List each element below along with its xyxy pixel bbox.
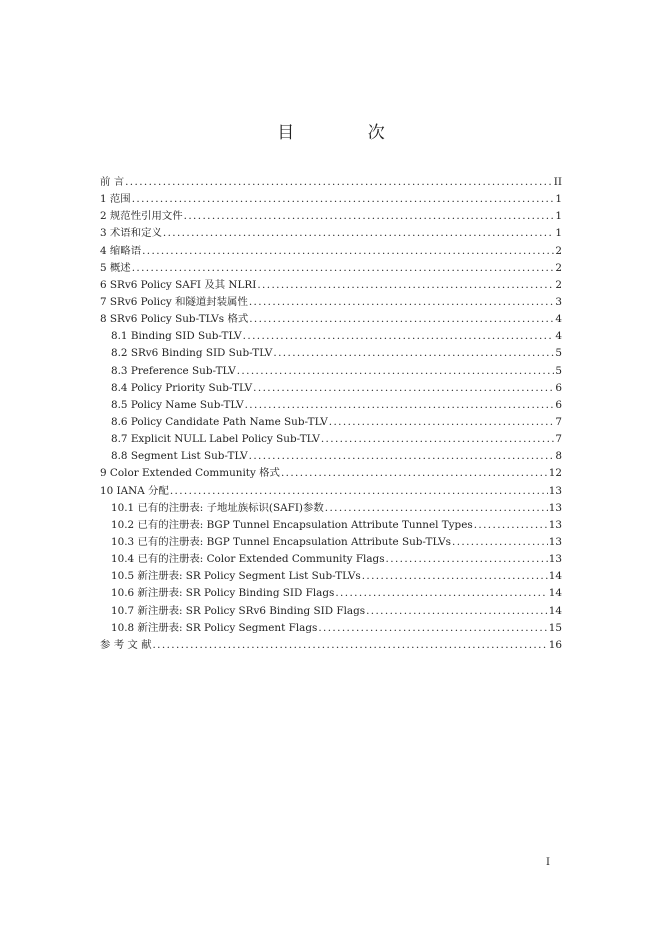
toc-entry[interactable] xyxy=(100,534,562,551)
toc-entry-page: II xyxy=(553,176,562,188)
toc-entry-label: 10.4 已有的注册表: Color Extended Community Flags xyxy=(111,553,385,566)
toc-entry-label: 10.8 新注册表: SR Policy Segment Flags xyxy=(111,621,318,634)
toc-leader-dots xyxy=(243,328,555,345)
toc-leader-dots xyxy=(452,534,548,551)
toc-entry-label: 1 范围 xyxy=(100,193,131,206)
toc-entry-page: 8 xyxy=(555,450,562,463)
toc-entry-page: 13 xyxy=(548,518,562,531)
toc-entry-page: 12 xyxy=(548,467,562,480)
toc-entry[interactable] xyxy=(100,174,562,191)
toc-entry[interactable] xyxy=(100,483,562,500)
toc-entry[interactable] xyxy=(100,294,562,311)
toc-entry-page: 4 xyxy=(555,313,562,326)
toc-leader-dots xyxy=(335,585,547,602)
toc-entry-label: 5 概述 xyxy=(100,261,131,274)
toc-entry[interactable] xyxy=(100,448,562,465)
toc-entry-page: 13 xyxy=(548,535,562,548)
toc-leader-dots xyxy=(249,294,555,311)
toc-entry-page: 4 xyxy=(555,330,562,343)
toc-entry-label: 8.5 Policy Name Sub-TLV xyxy=(111,398,244,411)
toc-leader-dots xyxy=(170,483,548,500)
toc-leader-dots xyxy=(325,500,548,517)
toc-entry[interactable] xyxy=(100,328,562,345)
toc-entry[interactable] xyxy=(100,363,562,380)
toc-entry[interactable] xyxy=(100,277,562,294)
toc-entry-label: 3 术语和定义 xyxy=(100,227,162,240)
toc-entry[interactable] xyxy=(100,380,562,397)
toc-leader-dots xyxy=(245,397,555,414)
toc-entry-label: 8.4 Policy Priority Sub-TLV xyxy=(111,381,253,394)
toc-entry-label: 9 Color Extended Community 格式 xyxy=(100,467,280,480)
toc-entry[interactable] xyxy=(100,551,562,568)
toc-entry-label: 前 言 xyxy=(100,176,125,188)
toc-entry-label: 4 缩略语 xyxy=(100,244,142,257)
toc-entry-page: 1 xyxy=(555,193,562,206)
toc-leader-dots xyxy=(321,431,555,448)
toc-entry-page: 7 xyxy=(555,433,562,446)
toc-entry[interactable] xyxy=(100,500,562,517)
toc-entry-page: 6 xyxy=(555,381,562,394)
toc-leader-dots xyxy=(474,517,548,534)
toc-entry[interactable] xyxy=(100,208,562,225)
toc-entry[interactable] xyxy=(100,637,562,654)
toc-leader-dots xyxy=(366,603,548,620)
toc-leader-dots xyxy=(132,260,555,277)
toc-leader-dots xyxy=(237,363,555,380)
toc-entry-label: 10 IANA 分配 xyxy=(100,484,169,497)
toc-entry-label: 6 SRv6 Policy SAFI 及其 NLRI xyxy=(100,278,257,291)
toc-leader-dots xyxy=(329,414,555,431)
toc-entry-page: 6 xyxy=(555,398,562,411)
toc-entry-page: 15 xyxy=(548,621,562,634)
toc-entry-label: 2 规范性引用文件 xyxy=(100,210,183,223)
toc-entry-page: 5 xyxy=(555,364,562,377)
toc-leader-dots xyxy=(142,243,554,260)
toc-entry-label: 7 SRv6 Policy 和隧道封装属性 xyxy=(100,295,248,308)
toc-leader-dots xyxy=(318,620,547,637)
toc-entry-label: 10.1 已有的注册表: 子地址族标识(SAFI)参数 xyxy=(111,501,324,514)
toc-entry[interactable] xyxy=(100,397,562,414)
toc-leader-dots xyxy=(362,568,548,585)
toc-leader-dots xyxy=(249,311,554,328)
toc-entry-label: 10.3 已有的注册表: BGP Tunnel Encapsulation Attribute Sub-TLVs xyxy=(111,535,451,548)
toc-entry[interactable] xyxy=(100,345,562,362)
page-title: 目 次 xyxy=(277,123,419,143)
toc-entry-label: 8.8 Segment List Sub-TLV xyxy=(111,450,248,463)
toc-entry-page: 13 xyxy=(548,501,562,514)
toc-entry-page: 5 xyxy=(555,347,562,360)
toc-entry-page: 14 xyxy=(548,570,562,583)
toc-leader-dots xyxy=(152,637,547,654)
toc-entry-page: 7 xyxy=(555,415,562,428)
toc-entry[interactable] xyxy=(100,568,562,585)
toc-entry-page: 13 xyxy=(548,484,562,497)
toc-leader-dots xyxy=(253,380,554,397)
toc-entry-label: 10.6 新注册表: SR Policy Binding SID Flags xyxy=(111,587,335,600)
toc-entry[interactable] xyxy=(100,431,562,448)
toc-entry-label: 8.2 SRv6 Binding SID Sub-TLV xyxy=(111,347,273,360)
toc-entry-page: 2 xyxy=(555,278,562,291)
table-of-contents xyxy=(100,174,562,654)
toc-entry-label: 8.3 Preference Sub-TLV xyxy=(111,364,236,377)
toc-entry-page: 14 xyxy=(548,604,562,617)
toc-leader-dots xyxy=(257,277,554,294)
toc-entry[interactable] xyxy=(100,414,562,431)
toc-leader-dots xyxy=(184,208,555,225)
toc-entry[interactable] xyxy=(100,585,562,602)
toc-entry[interactable] xyxy=(100,260,562,277)
toc-leader-dots xyxy=(249,448,555,465)
toc-entry[interactable] xyxy=(100,620,562,637)
toc-leader-dots xyxy=(125,174,553,191)
toc-entry-page: 14 xyxy=(548,587,562,600)
toc-entry-label: 10.5 新注册表: SR Policy Segment List Sub-TLVs xyxy=(111,570,361,583)
toc-entry-page: 1 xyxy=(555,210,562,223)
toc-entry-label: 10.2 已有的注册表: BGP Tunnel Encapsulation Attribute Tunnel Types xyxy=(111,518,473,531)
toc-entry[interactable] xyxy=(100,225,562,242)
toc-entry-label: 10.7 新注册表: SR Policy SRv6 Binding SID Flags xyxy=(111,604,366,617)
page-number: I xyxy=(546,857,550,868)
toc-entry-label: 8.1 Binding SID Sub-TLV xyxy=(111,330,242,343)
toc-entry-label: 8.7 Explicit NULL Label Policy Sub-TLV xyxy=(111,433,320,446)
toc-leader-dots xyxy=(281,465,548,482)
toc-leader-dots xyxy=(386,551,548,568)
toc-entry-label: 参 考 文 献 xyxy=(100,638,152,651)
toc-entry-page: 16 xyxy=(548,638,562,651)
toc-entry[interactable] xyxy=(100,191,562,208)
toc-entry-label: 8.6 Policy Candidate Path Name Sub-TLV xyxy=(111,415,328,428)
toc-leader-dots xyxy=(273,345,554,362)
toc-entry-page: 1 xyxy=(555,227,562,240)
toc-entry[interactable] xyxy=(100,465,562,482)
toc-entry[interactable] xyxy=(100,243,562,260)
toc-entry[interactable] xyxy=(100,517,562,534)
toc-entry-page: 2 xyxy=(555,261,562,274)
toc-entry-label: 8 SRv6 Policy Sub-TLVs 格式 xyxy=(100,313,249,326)
toc-entry-page: 2 xyxy=(555,244,562,257)
toc-entry-page: 13 xyxy=(548,553,562,566)
toc-entry[interactable] xyxy=(100,311,562,328)
toc-entry[interactable] xyxy=(100,603,562,620)
toc-leader-dots xyxy=(163,225,555,242)
toc-entry-page: 3 xyxy=(555,295,562,308)
toc-leader-dots xyxy=(132,191,555,208)
